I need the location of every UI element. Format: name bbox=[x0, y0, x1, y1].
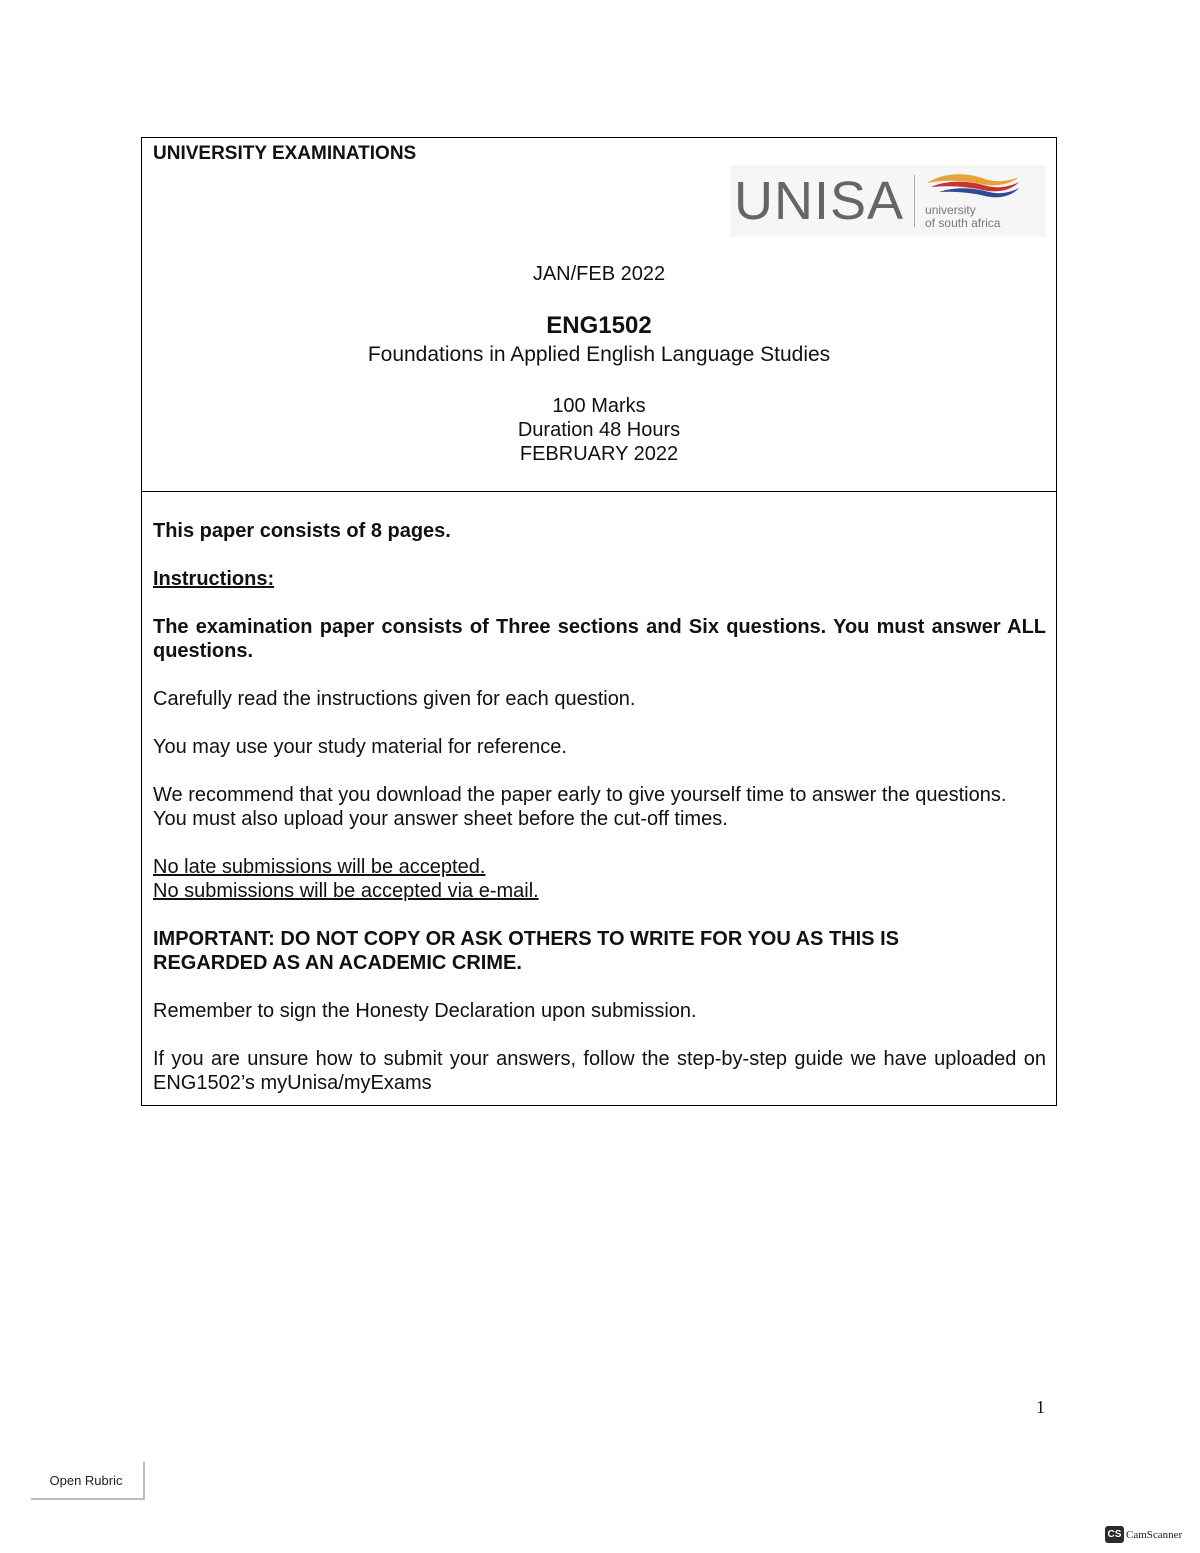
honesty-note: Remember to sign the Honesty Declaration upon submission. bbox=[153, 1000, 697, 1022]
camscanner-icon: CS bbox=[1105, 1526, 1124, 1543]
download-note-line2: You must also upload your answer sheet before the cut-off times. bbox=[153, 808, 728, 830]
flag-icon bbox=[925, 171, 1021, 201]
sections-note: The examination paper consists of Three sections and Six questions. You must answer ALL questions. bbox=[153, 616, 1046, 662]
study-material-note: You may use your study material for reference. bbox=[153, 736, 567, 758]
important-warning bbox=[153, 927, 1046, 975]
course-title: Foundations in Applied English Language Studies bbox=[367, 343, 831, 366]
download-note-line1: We recommend that you download the paper early to give yourself time to answer the questions. bbox=[153, 784, 1007, 806]
open-rubric-button[interactable]: Open Rubric bbox=[29, 1462, 143, 1498]
important-warning-line1: IMPORTANT: DO NOT COPY OR ASK OTHERS TO WRITE FOR YOU AS THIS IS bbox=[153, 928, 899, 950]
read-instructions-note: Carefully read the instructions given for each question. bbox=[153, 688, 636, 710]
exam-header bbox=[142, 138, 1056, 492]
logo-wordmark: UNISA bbox=[734, 171, 905, 231]
course-code: ENG1502 bbox=[546, 312, 652, 339]
download-note bbox=[153, 783, 1046, 831]
exam-heading: UNIVERSITY EXAMINATIONS bbox=[153, 143, 417, 164]
logo-tagline-line1: university bbox=[925, 203, 976, 217]
submission-rules bbox=[153, 855, 1046, 903]
exam-cover-box bbox=[141, 137, 1057, 1106]
logo-divider bbox=[914, 175, 915, 227]
exam-month: FEBRUARY 2022 bbox=[519, 443, 679, 465]
camscanner-label: CamScanner bbox=[1126, 1528, 1183, 1541]
page-number: 1 bbox=[1036, 1397, 1045, 1417]
logo-right bbox=[921, 165, 1046, 237]
email-submissions-note: No submissions will be accepted via e-mail. bbox=[153, 880, 539, 902]
instructions-heading: Instructions: bbox=[153, 568, 275, 590]
unisa-logo bbox=[730, 165, 1046, 237]
logo-tagline bbox=[925, 204, 1000, 230]
late-submissions-note: No late submissions will be accepted. bbox=[153, 856, 486, 878]
exam-session: JAN/FEB 2022 bbox=[532, 263, 666, 285]
important-warning-line2: REGARDED AS AN ACADEMIC CRIME. bbox=[153, 952, 522, 974]
exam-instructions bbox=[142, 492, 1056, 1105]
exam-duration: Duration 48 Hours bbox=[517, 419, 681, 441]
logo-tagline-line2: of south africa bbox=[925, 216, 1001, 230]
total-marks: 100 Marks bbox=[552, 395, 646, 417]
submission-guide-note: If you are unsure how to submit your answers, follow the step-by-step guide we have uploaded on ENG1502’s myUnisa/myExams bbox=[153, 1048, 1046, 1094]
camscanner-watermark bbox=[1105, 1526, 1182, 1543]
pages-note: This paper consists of 8 pages. bbox=[153, 520, 451, 542]
